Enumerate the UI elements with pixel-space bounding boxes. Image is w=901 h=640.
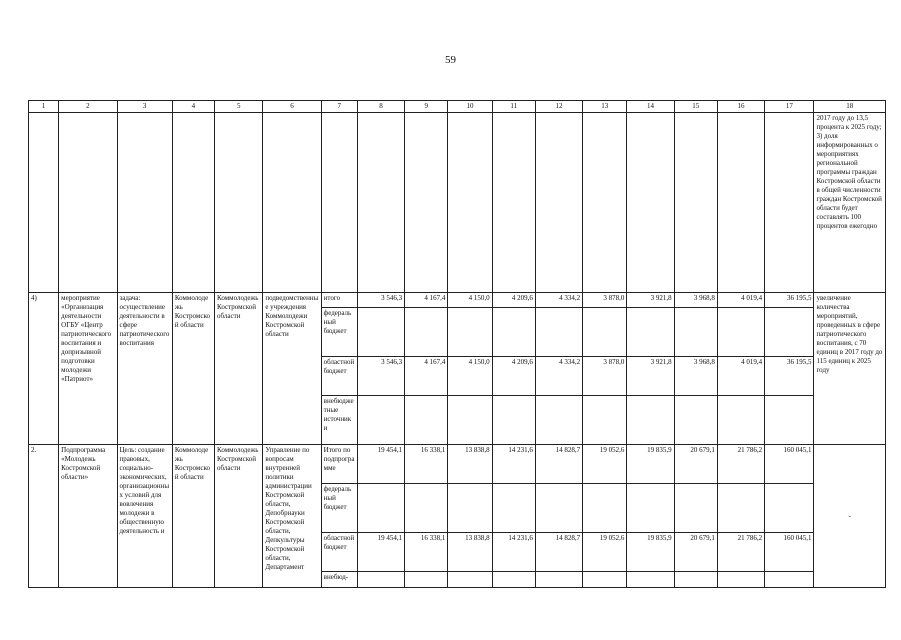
budget-table (28, 100, 886, 588)
value-cell (448, 308, 492, 357)
value-cell (492, 396, 535, 445)
value-cell: 19 454,1 (357, 445, 404, 484)
header-row (29, 101, 886, 113)
executor-cell: Управление по вопросам внутренней политики администрации Костромской области, Депобрнауки Костромской области, Депкультуры Костромской области, Департамент (263, 445, 321, 588)
funding-source-cell: итого (321, 292, 357, 307)
value-cell: 19 454,1 (357, 532, 404, 571)
value-cell: 3 968,8 (674, 357, 717, 396)
value-cell (627, 308, 674, 357)
value-cell: 3 546,3 (357, 292, 404, 307)
header-cell: 5 (215, 101, 263, 113)
value-cell (405, 483, 448, 532)
value-cell: 20 679,1 (674, 445, 717, 484)
value-cell (357, 483, 404, 532)
value-cell (717, 396, 764, 445)
header-cell: 1 (29, 101, 59, 113)
indicator-text-cell: увеличение количества мероприятий, проведенных в сфере патриотического воспитания, с 70 единиц в 2017 году до 115 единиц к 2025 году (814, 292, 886, 444)
total-cell (765, 396, 814, 445)
value-cell (674, 396, 717, 445)
funding-source-cell: Итого по подпрограмме (321, 445, 357, 484)
value-cell (583, 308, 627, 357)
funding-source-cell: федеральный бюджет (321, 308, 357, 357)
value-cell (717, 308, 764, 357)
header-cell: 16 (717, 101, 764, 113)
funding-source-cell: областной бюджет (321, 532, 357, 571)
value-cell: 19 052,6 (583, 532, 627, 571)
value-cell (405, 571, 448, 587)
value-cell: 4 167,4 (405, 292, 448, 307)
total-cell: 160 045,1 (765, 445, 814, 484)
value-cell: 3 921,8 (627, 292, 674, 307)
value-cell (583, 396, 627, 445)
value-cell (357, 396, 404, 445)
header-cell: 9 (405, 101, 448, 113)
customer-cell: Коммолодежь Костромской области (215, 292, 263, 444)
header-cell: 11 (492, 101, 535, 113)
header-cell: 2 (59, 101, 117, 113)
value-cell (717, 571, 764, 587)
value-cell: 3 878,0 (583, 357, 627, 396)
value-cell (627, 396, 674, 445)
value-cell (535, 396, 582, 445)
value-cell (627, 483, 674, 532)
indicator-text-cell: - (814, 445, 886, 588)
value-cell: 19 835,9 (627, 445, 674, 484)
header-cell: 7 (321, 101, 357, 113)
value-cell (674, 308, 717, 357)
value-cell: 4 019,4 (717, 357, 764, 396)
funding-source-cell: внебюд- (321, 571, 357, 587)
total-cell: 36 195,5 (765, 292, 814, 307)
value-cell (674, 571, 717, 587)
value-cell: 4 150,0 (448, 292, 492, 307)
header-cell: 3 (117, 101, 172, 113)
value-cell: 3 968,8 (674, 292, 717, 307)
value-cell: 14 231,6 (492, 532, 535, 571)
value-cell (448, 571, 492, 587)
value-cell (492, 571, 535, 587)
value-cell: 4 209,6 (492, 292, 535, 307)
value-cell: 21 786,2 (717, 532, 764, 571)
measure-name-cell: Подпрограмма «Молодежь Костромской области» (59, 445, 117, 588)
coordinator-cell: Коммолодежь Костромской области (172, 445, 214, 588)
value-cell: 19 835,9 (627, 532, 674, 571)
funding-source-cell: внебюджетные источники (321, 396, 357, 445)
value-cell: 13 838,8 (448, 445, 492, 484)
page-number: 59 (445, 54, 456, 66)
header-cell: 17 (765, 101, 814, 113)
value-cell: 4 334,2 (535, 292, 582, 307)
header-cell: 8 (357, 101, 404, 113)
total-cell: 160 045,1 (765, 532, 814, 571)
indicator-text-cell: 2017 году до 13,5 процента к 2025 году; 3) доля информированных о мероприятиях региональной программы граждан Костромской области в общей численности граждан Костромской области будет составлять 100 процентов ежегодно (814, 113, 886, 293)
value-cell: 4 150,0 (448, 357, 492, 396)
value-cell (405, 308, 448, 357)
row-number-cell: 2. (29, 445, 59, 588)
value-cell (583, 571, 627, 587)
total-cell: 36 195,5 (765, 357, 814, 396)
header-cell: 18 (814, 101, 886, 113)
value-cell (357, 308, 404, 357)
value-cell (357, 571, 404, 587)
value-cell (448, 483, 492, 532)
funding-source-cell: федеральный бюджет (321, 483, 357, 532)
value-cell: 4 209,6 (492, 357, 535, 396)
total-cell (765, 571, 814, 587)
header-cell: 4 (172, 101, 214, 113)
value-cell (492, 308, 535, 357)
table-row (29, 292, 886, 307)
total-cell (765, 308, 814, 357)
value-cell: 4 019,4 (717, 292, 764, 307)
value-cell: 14 231,6 (492, 445, 535, 484)
value-cell: 3 921,8 (627, 357, 674, 396)
value-cell (535, 308, 582, 357)
task-cell: задача: осуществление деятельности в сфере патриотического воспитания (117, 292, 172, 444)
header-cell: 13 (583, 101, 627, 113)
value-cell (627, 571, 674, 587)
header-cell: 10 (448, 101, 492, 113)
total-cell (765, 483, 814, 532)
value-cell: 14 828,7 (535, 445, 582, 484)
header-cell: 12 (535, 101, 582, 113)
value-cell: 13 838,8 (448, 532, 492, 571)
row-number-cell: 4) (29, 292, 59, 444)
value-cell (535, 483, 582, 532)
value-cell: 16 338,1 (405, 445, 448, 484)
value-cell (405, 396, 448, 445)
value-cell (492, 483, 535, 532)
customer-cell: Коммолодежь Костромской области (215, 445, 263, 588)
value-cell: 16 338,1 (405, 532, 448, 571)
value-cell: 14 828,7 (535, 532, 582, 571)
task-cell: Цель: создание правовых, социально-экономических, организационных условий для вовлечения молодежи в общественную деятельность и (117, 445, 172, 588)
value-cell: 4 167,4 (405, 357, 448, 396)
measure-name-cell: мероприятие «Организация деятельности ОГБУ «Центр патриотического воспитания и допризывной подготовки молодежи «Патриот» (59, 292, 117, 444)
value-cell: 4 334,2 (535, 357, 582, 396)
continuation-row (29, 113, 886, 293)
value-cell: 20 679,1 (674, 532, 717, 571)
value-cell: 21 786,2 (717, 445, 764, 484)
header-cell: 15 (674, 101, 717, 113)
value-cell: 3 878,0 (583, 292, 627, 307)
value-cell (717, 483, 764, 532)
value-cell: 3 546,3 (357, 357, 404, 396)
value-cell (583, 483, 627, 532)
funding-source-cell: областной бюджет (321, 357, 357, 396)
value-cell (535, 571, 582, 587)
coordinator-cell: Коммолодежь Костромской области (172, 292, 214, 444)
value-cell (448, 396, 492, 445)
value-cell (674, 483, 717, 532)
header-cell: 6 (263, 101, 321, 113)
header-cell: 14 (627, 101, 674, 113)
table-row (29, 445, 886, 484)
executor-cell: подведомственные учреждения Коммолодежи Костромской области (263, 292, 321, 444)
value-cell: 19 052,6 (583, 445, 627, 484)
